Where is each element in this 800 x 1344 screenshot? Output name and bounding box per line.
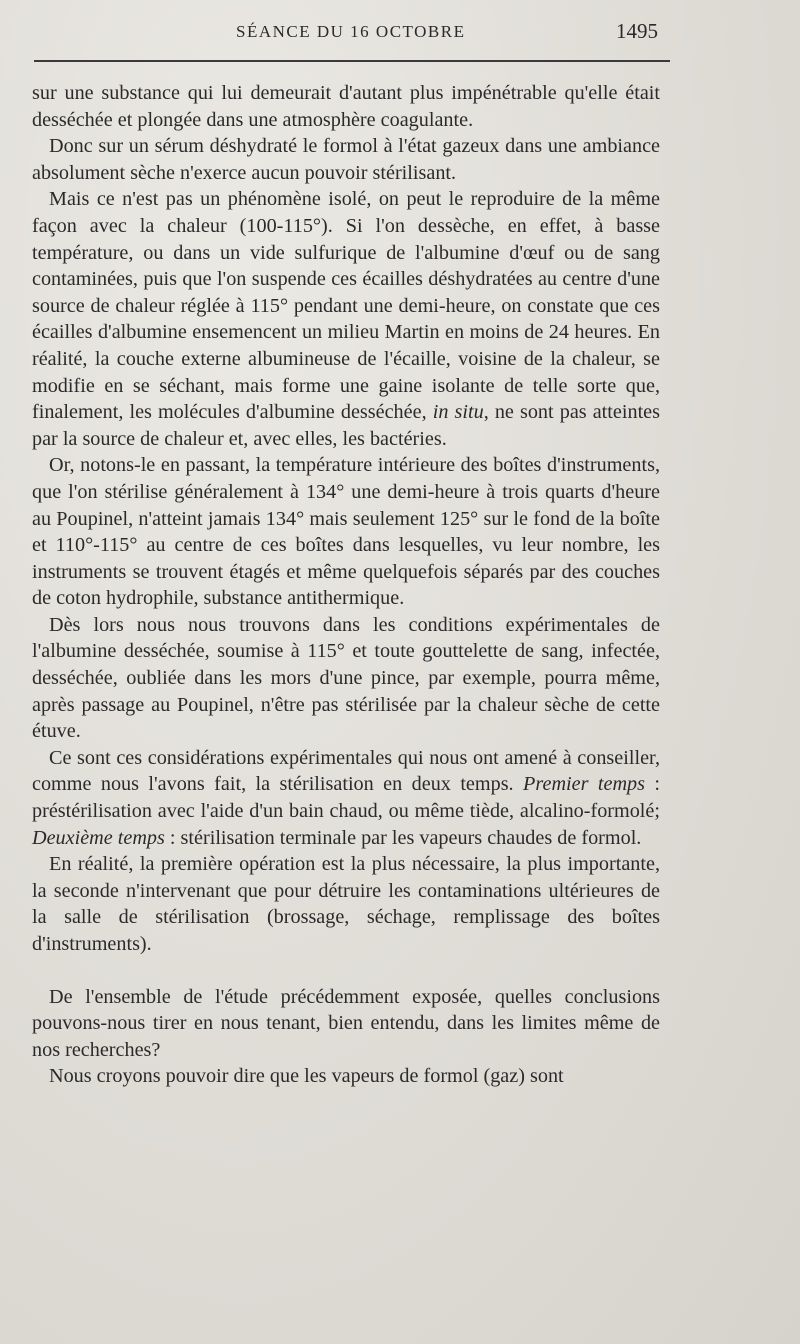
page-number: 1495 [616, 19, 658, 43]
body-text [32, 80, 660, 1090]
header-rule [34, 60, 670, 62]
paragraph: Donc sur un sérum déshydraté le formol à l'état gazeux dans une ambiance absolument sèche n'exerce aucun pouvoir stérilisant. [32, 135, 660, 184]
italic-phrase: in situ [432, 401, 484, 424]
paragraph: De l'ensemble de l'étude précédemment exposée, quelles conclusions pouvons-nous tirer en nous tenant, bien entendu, dans les limites même de nos recherches? [32, 985, 660, 1061]
italic-phrase: Deuxième temps [32, 826, 165, 849]
paragraph: Or, notons-le en passant, la température intérieure des boîtes d'instruments, que l'on stérilise généralement à 134° une demi-heure à trois quarts d'heure au Poupinel, n'atteint jamais 134° mais seulement 125° sur le fond de la boîte et 110°-115° au centre de ces boîtes dans lesquelles, vu leur nombre, les instruments se trouvent étagés et même quelquefois séparés par des couches de coton hydrophile, substance antithermique. [32, 454, 660, 610]
running-title: SÉANCE DU 16 OCTOBRE [236, 22, 466, 41]
paragraph: Dès lors nous nous trouvons dans les conditions expérimentales de l'albumine desséchée, soumise à 115° et toute gouttelette de sang, infectée, desséchée, oubliée dans les mors d'une pince, par exemple, pourra même, après passage au Poupinel, n'être pas stérilisée par la chaleur sèche de cette étuve. [32, 613, 660, 743]
paragraph: Nous croyons pouvoir dire que les vapeurs de formol (gaz) sont [49, 1065, 564, 1088]
paragraph-continuation: sur une substance qui lui demeurait d'autant plus impénétrable qu'elle était desséchée et plongée dans une atmosphère coagulante. [32, 82, 660, 131]
paragraph: En réalité, la première opération est la plus nécessaire, la plus importante, la seconde n'intervenant que pour détruire les contaminations ultérieures de la salle de stérilisation (brossage, séchage, remplissage des boîtes d'instruments). [32, 853, 660, 955]
running-head [0, 20, 800, 46]
paragraph: Mais ce n'est pas un phénomène isolé, on peut le reproduire de la même façon avec la chaleur (100-115°). Si l'on dessèche, en effet, à basse température, ou dans un vide sulfurique de l'albumine d'œuf ou de sang contaminées, puis que l'on suspende ces écailles déshydratées au centre d'une source de chaleur réglée à 115° pendant une demi-heure, on constate que ces écailles d'albumine ensemencent un milieu Martin en moins de 24 heures. En réalité, la couche externe albumineuse de l'écaille, voisine de la chaleur, se modifie en se séchant, mais forme une gaine isolante de telle sorte que, finalement, les molécules d'albumine desséchée, in situ, ne sont pas atteintes par la source de chaleur et, avec elles, les bactéries. [32, 188, 660, 450]
paragraph: Ce sont ces considérations expérimentales qui nous ont amené à conseiller, comme nous l'avons fait, la stérilisation en deux temps. Premier temps : préstérilisation avec l'aide d'un bain chaud, ou même tiède, alcalino-formolé; Deuxième temps : stérilisation terminale par les vapeurs chaudes de formol. [32, 746, 661, 849]
italic-phrase: Premier temps [523, 773, 645, 796]
